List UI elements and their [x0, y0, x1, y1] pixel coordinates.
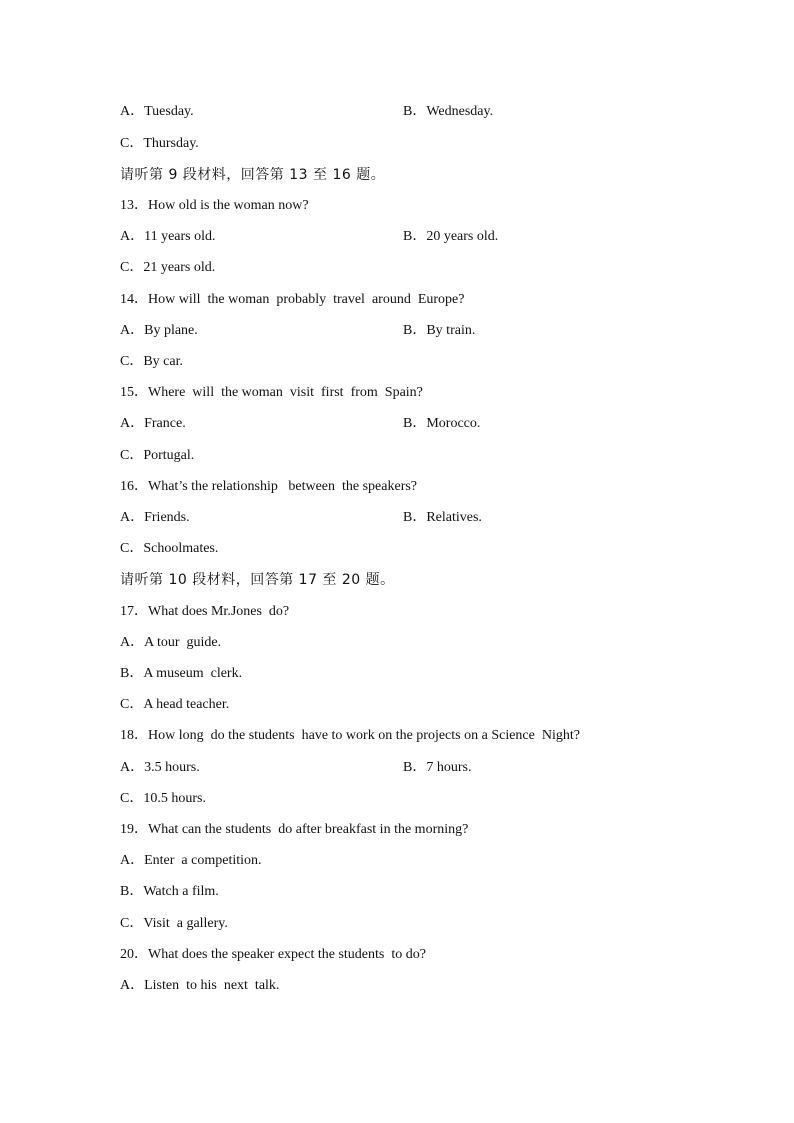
q17-question: 17．What does Mr.Jones do? [120, 604, 290, 619]
q16-option-b: B．Relatives. [403, 510, 482, 525]
q19-option-c: C．Visit a gallery. [120, 916, 228, 931]
q15-option-b: B．Morocco. [403, 416, 481, 431]
section-10-instruction: 请听第 10 段材料，回答第 17 至 20 题。 [120, 572, 395, 588]
q14-option-c: C．By car. [120, 354, 183, 369]
q19-option-a: A．Enter a competition. [120, 853, 262, 868]
q13-option-b: B．20 years old. [403, 229, 499, 244]
q12-option-c: C．Thursday. [120, 136, 199, 151]
q20-option-a: A．Listen to his next talk. [120, 978, 280, 993]
q13-option-c: C．21 years old. [120, 260, 216, 275]
q20-question: 20．What does the speaker expect the students to do? [120, 947, 426, 962]
q12-option-b: B．Wednesday. [403, 104, 494, 119]
q16-option-c: C．Schoolmates. [120, 541, 219, 556]
q13-question: 13．How old is the woman now? [120, 198, 309, 213]
q15-question: 15．Where will the woman visit first from Spain? [120, 385, 423, 400]
q16-option-a: A．Friends. [120, 510, 190, 525]
q14-question: 14．How will the woman probably travel around Europe? [120, 292, 465, 307]
q17-option-c: C．A head teacher. [120, 697, 230, 712]
q14-option-a: A．By plane. [120, 323, 198, 338]
q17-option-a: A．A tour guide. [120, 635, 222, 650]
q19-option-b: B．Watch a film. [120, 884, 219, 899]
q17-option-b: B．A museum clerk. [120, 666, 243, 681]
q14-option-b: B．By train. [403, 323, 476, 338]
q13-option-a: A．11 years old. [120, 229, 216, 244]
q15-option-c: C．Portugal. [120, 448, 195, 463]
section-9-instruction: 请听第 9 段材料，回答第 13 至 16 题。 [120, 167, 386, 183]
q15-option-a: A．France. [120, 416, 186, 431]
q18-option-c: C．10.5 hours. [120, 791, 206, 806]
q19-question: 19．What can the students do after breakfast in the morning? [120, 822, 469, 837]
q12-option-a: A．Tuesday. [120, 104, 194, 119]
q18-option-a: A．3.5 hours. [120, 760, 200, 775]
q16-question: 16．What’s the relationship between the speakers? [120, 479, 418, 494]
q18-option-b: B．7 hours. [403, 760, 472, 775]
q18-question: 18．How long do the students have to work on the projects on a Science Night? [120, 728, 580, 743]
